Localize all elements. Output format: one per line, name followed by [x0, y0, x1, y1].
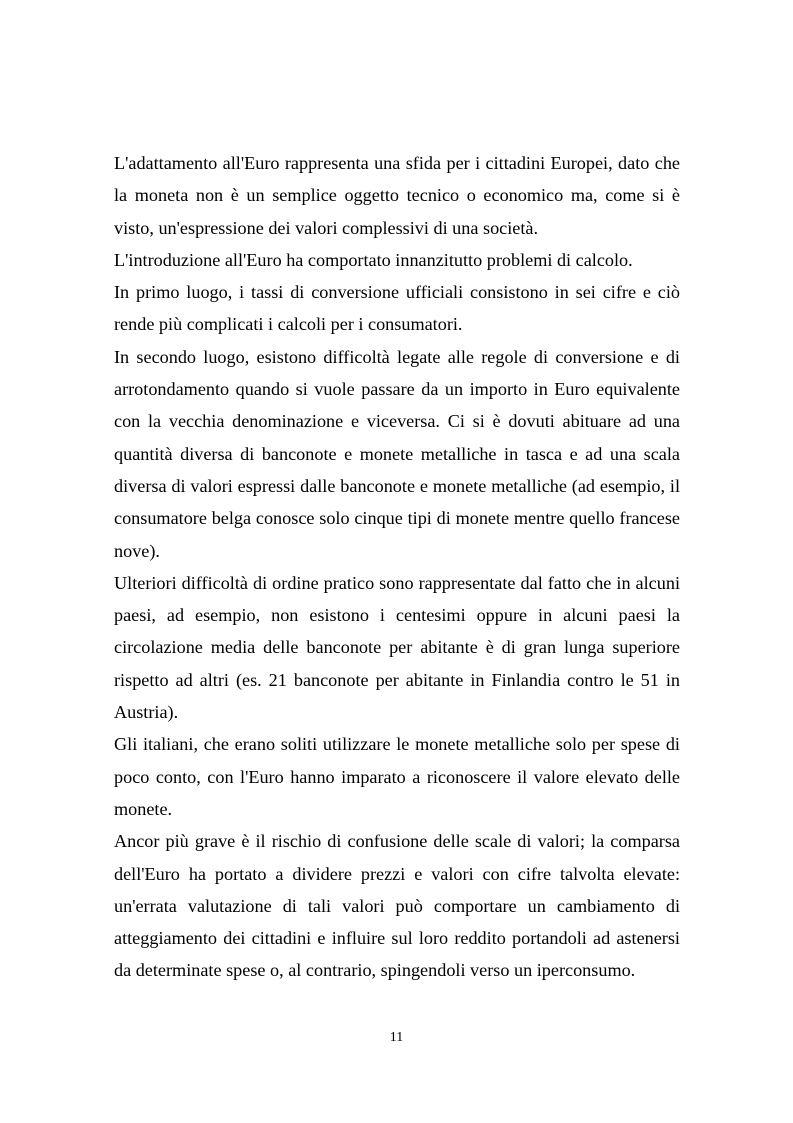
paragraph: Gli italiani, che erano soliti utilizzare le monete metalliche solo per spese di poco conto, con l'Euro hanno imparato a riconoscere il valore elevato delle monete.: [114, 734, 680, 819]
page-number: 11: [389, 1030, 404, 1045]
paragraph: In secondo luogo, esistono difficoltà legate alle regole di conversione e di arrotondamento quando si vuole passare da un importo in Euro equivalente con la vecchia denominazione e viceversa. Ci si è dovuti abituare ad una quantità diversa di banconote e monete metalliche in tasca e ad una scala diversa di valori espressi dalle banconote e monete metalliche (ad esempio, il consumatore belga conosce solo cinque tipi di monete mentre quello francese nove).: [114, 346, 680, 561]
paragraph: Ancor più grave è il rischio di confusione delle scale di valori; la comparsa dell'Euro ha portato a dividere prezzi e valori con cifre talvolta elevate: un'errata valutazione di tali valori può comportare un cambiamento di atteggiamento dei cittadini e influire sul loro reddito portandoli ad astenersi da determinate spese o, al contrario, spingendoli verso un iperconsumo.: [114, 831, 680, 981]
paragraph: In primo luogo, i tassi di conversione ufficiali consistono in sei cifre e ciò rende più complicati i calcoli per i consumatori.: [114, 282, 680, 335]
paragraph: L'adattamento all'Euro rappresenta una sfida per i cittadini Europei, dato che la moneta non è un semplice oggetto tecnico o economico ma, come si è visto, un'espressione dei valori complessivi di una società.: [114, 153, 680, 238]
paragraph: L'introduzione all'Euro ha comportato innanzitutto problemi di calcolo.: [114, 249, 633, 270]
body-text: [114, 147, 680, 987]
paragraph: Ulteriori difficoltà di ordine pratico sono rappresentate dal fatto che in alcuni paesi, ad esempio, non esistono i centesimi oppure in alcuni paesi la circolazione media delle banconote per abitante è di gran lunga superiore rispetto ad altri (es. 21 banconote per abitante in Finlandia contro le 51 in Austria).: [114, 572, 680, 723]
